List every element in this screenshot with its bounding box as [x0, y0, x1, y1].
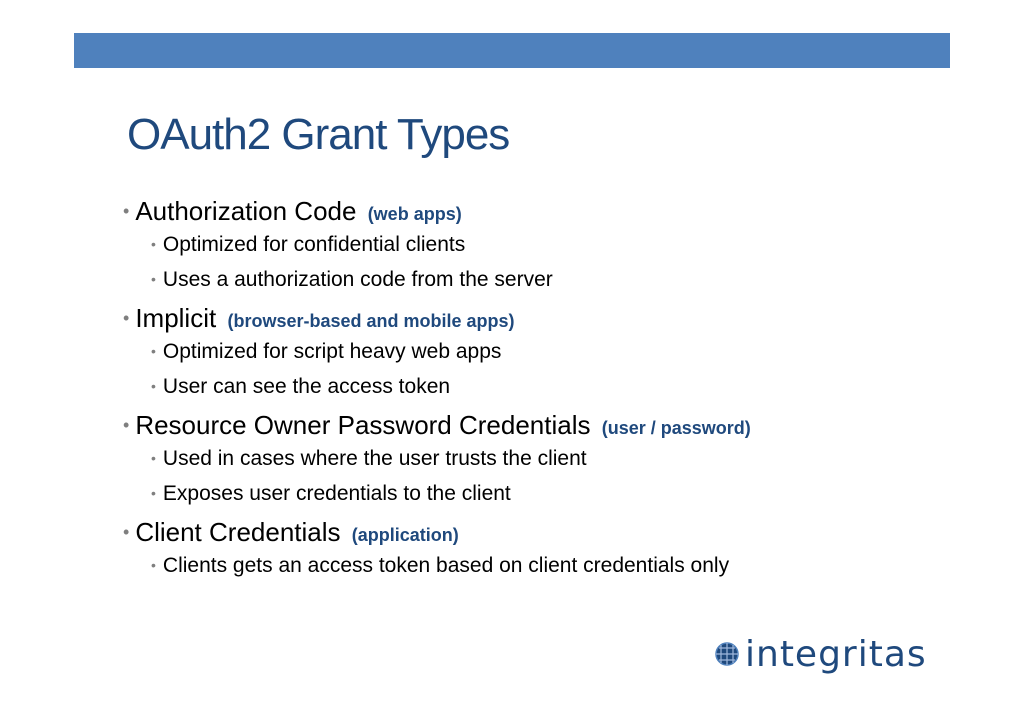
globe-icon: [715, 642, 739, 666]
bullet-icon: •: [123, 308, 130, 328]
header-bar: [74, 33, 950, 68]
bullet-icon: •: [151, 271, 156, 287]
grant-point: Uses a authorization code from the server: [162, 268, 553, 291]
grant-note: (web apps): [367, 204, 462, 224]
grant-list: [123, 196, 983, 589]
grant-note: (browser-based and mobile apps): [227, 311, 515, 331]
grant-name: Implicit: [135, 303, 217, 333]
grant-point: Clients gets an access token based on client credentials only: [162, 554, 730, 577]
integritas-logo: [715, 632, 927, 676]
slide-title: OAuth2 Grant Types: [127, 110, 510, 159]
grant-item: [123, 517, 983, 583]
bullet-icon: •: [151, 450, 156, 466]
bullet-icon: •: [151, 378, 156, 394]
grant-point: Optimized for script heavy web apps: [162, 340, 502, 363]
bullet-icon: •: [123, 201, 130, 221]
grant-point: Used in cases where the user trusts the client: [162, 447, 587, 470]
bullet-icon: •: [151, 236, 156, 252]
grant-name: Resource Owner Password Credentials: [135, 410, 591, 440]
grant-item: [123, 303, 983, 404]
grant-item: [123, 196, 983, 297]
bullet-icon: •: [123, 415, 130, 435]
grant-name: Authorization Code: [135, 196, 357, 226]
bullet-icon: •: [151, 485, 156, 501]
grant-point: Optimized for confidential clients: [162, 233, 466, 256]
grant-point: User can see the access token: [162, 375, 451, 398]
grant-note: (application): [351, 525, 459, 545]
bullet-icon: •: [123, 522, 130, 542]
grant-note: (user / password): [601, 418, 751, 438]
grant-item: [123, 410, 983, 511]
grant-name: Client Credentials: [135, 517, 341, 547]
grant-point: Exposes user credentials to the client: [162, 482, 511, 505]
logo-text: integritas: [745, 633, 927, 675]
bullet-icon: •: [151, 557, 156, 573]
bullet-icon: •: [151, 343, 156, 359]
